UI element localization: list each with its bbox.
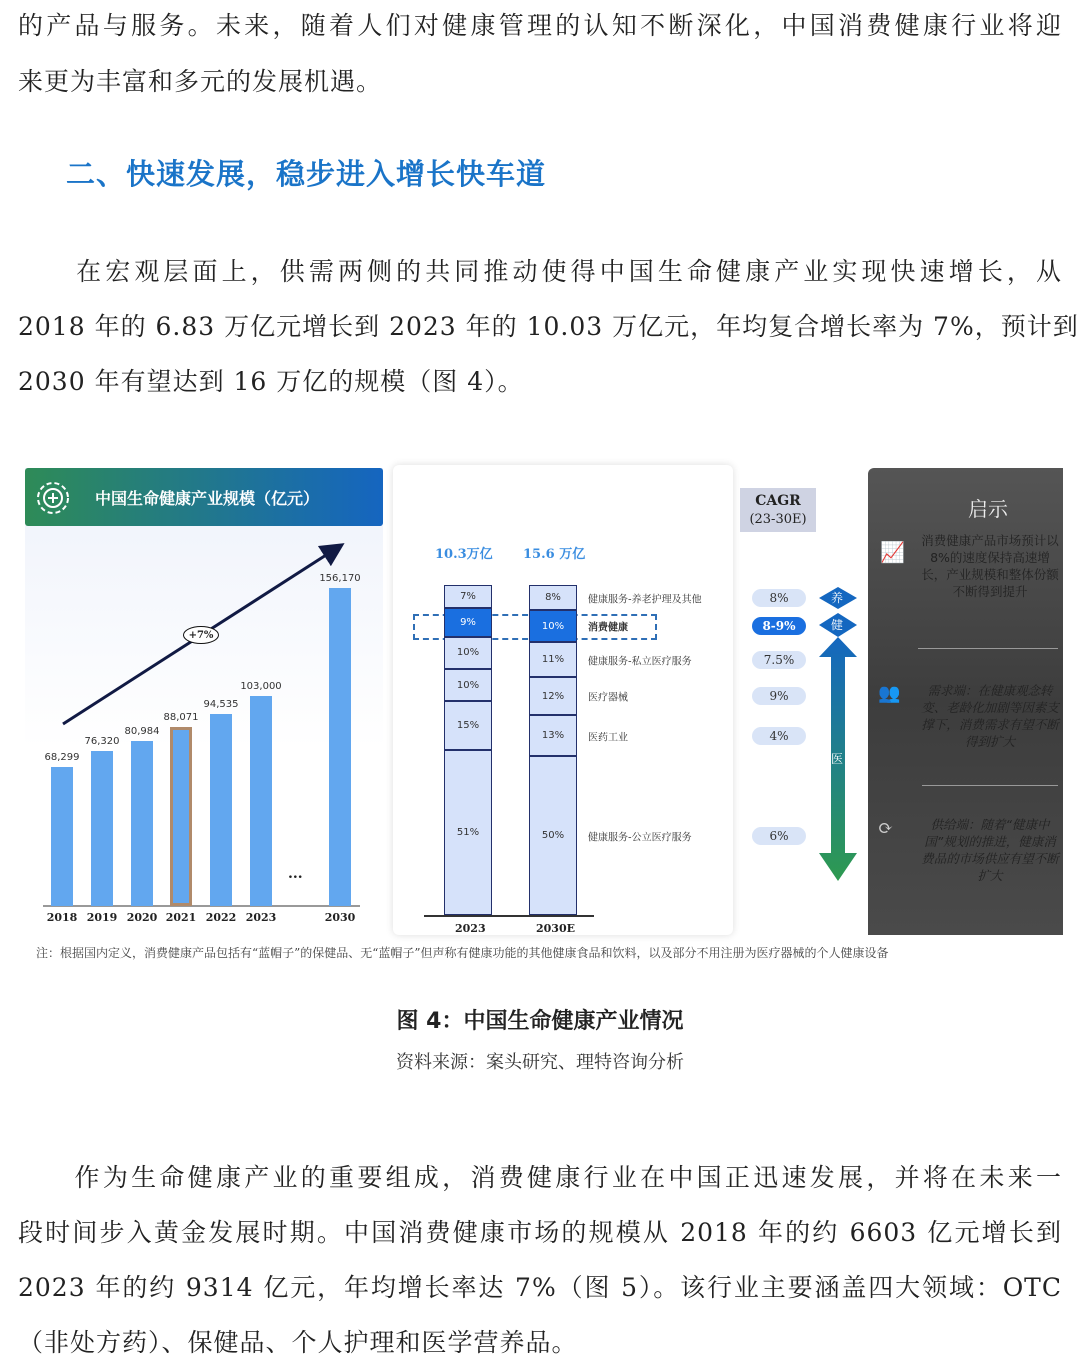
people-icon: 👥 <box>878 683 901 704</box>
value-label: 156,170 <box>319 573 361 584</box>
cagr-pill: 8% <box>752 589 806 607</box>
text-line: 2030 年有望达到 16 万亿的规模（图 4）。 <box>18 367 524 396</box>
text-line: （非处方药）、保健品、个人护理和医学营养品。 <box>18 1328 578 1357</box>
segment-2023: 9% <box>444 608 492 637</box>
segment-label: 医药工业 <box>588 732 628 744</box>
arrow-label: 健 <box>831 618 844 632</box>
segment-2030E: 12% <box>529 677 577 715</box>
year-label: 2018 <box>46 911 78 924</box>
cagr-pill: 6% <box>752 827 806 845</box>
insights-title: 启示 <box>968 497 1008 521</box>
value-label: 68,299 <box>44 751 80 763</box>
bar-2023 <box>250 696 272 906</box>
value-label: 80,984 <box>124 726 160 738</box>
arrow-label: 医 <box>831 752 844 766</box>
value-label: 94,535 <box>203 698 239 710</box>
year-label: 2019 <box>86 911 118 924</box>
growth-chart-icon: 📈 <box>880 540 905 564</box>
supply-cycle-icon: ⟳ <box>878 818 894 839</box>
bar-2030 <box>329 588 351 906</box>
segment-label: 消费健康 <box>588 622 628 634</box>
insight-text: 消费健康产品市场预计以8%的速度保持高速增长，产业规模和整体份额不断得到提升 <box>921 533 1059 599</box>
year-label: 2023 <box>245 911 277 924</box>
figure-note: 注：根据国内定义，消费健康产品包括有“蓝帽子”的保健品、无“蓝帽子”但声称有健康功能的其他健康食品和饮料，以及部分不用注册为医疗器械的个人健康设备 <box>36 946 889 960</box>
segment-label: 健康服务-养老护理及其他 <box>588 594 702 606</box>
segment-2030E: 50% <box>529 756 577 915</box>
segment-2030E: 8% <box>529 585 577 610</box>
cagr-pill: 8-9% <box>752 617 806 635</box>
year-label: 2021 <box>165 911 197 924</box>
text-line: 的产品与服务。未来，随着人们对健康管理的认知不断深化，中国消费健康行业将迎 <box>18 11 1062 40</box>
segment-2023: 10% <box>444 669 492 701</box>
cagr-pill: 9% <box>752 687 806 705</box>
axis <box>424 915 594 917</box>
segment-label: 健康服务-私立医疗服务 <box>588 656 692 668</box>
divider <box>918 648 1058 649</box>
insight-text: 供给端：随着“健康中国”规划的推进，健康消费品的市场供应有望不断扩大 <box>921 817 1059 883</box>
figure-source: 资料来源：案头研究、理特咨询分析 <box>396 1052 684 1073</box>
year-label: 2023 <box>455 922 486 935</box>
bar-2018 <box>51 767 73 906</box>
cagr-pill: 4% <box>752 727 806 745</box>
chart-title-text: 中国生命健康产业规模（亿元） <box>95 488 320 508</box>
cagr-badge: +7% <box>183 626 219 644</box>
value-label: 88,071 <box>163 711 199 723</box>
total-2023: 10.3万亿 <box>435 547 493 562</box>
total-2030: 15.6 万亿 <box>523 547 586 562</box>
text-line: 来更为丰富和多元的发展机遇。 <box>18 67 383 96</box>
segment-2023: 51% <box>444 750 492 915</box>
text-line: 在宏观层面上，供需两侧的共同推动使得中国生命健康产业实现快速增长，从 <box>18 257 1062 286</box>
cagr-title: CAGR <box>755 493 801 509</box>
text-line: 2018 年的 6.83 万亿元增长到 2023 年的 10.03 万亿元，年均复合增长率为 7%，预计到 <box>18 312 1079 341</box>
segment-2023: 7% <box>444 585 492 608</box>
segment-label: 医疗器械 <box>588 692 628 704</box>
bar-2020 <box>131 741 153 906</box>
text-line: 段时间步入黄金发展时期。中国消费健康市场的规模从 2018 年的约 6603 亿元增长到 <box>18 1218 1062 1247</box>
year-label: 2030 <box>324 911 356 924</box>
segment-label: 健康服务-公立医疗服务 <box>588 832 692 844</box>
value-label: 103,000 <box>240 681 282 693</box>
text-line: 作为生命健康产业的重要组成，消费健康行业在中国正迅速发展，并将在未来一 <box>18 1163 1062 1192</box>
cagr-header <box>740 488 816 532</box>
figure-caption: 图 4：中国生命健康产业情况 <box>396 1009 684 1034</box>
arrow-label: 养 <box>831 591 844 605</box>
cagr-pill: 7.5% <box>752 651 806 669</box>
bar-2019 <box>91 751 113 906</box>
year-label: 2030E <box>536 922 575 935</box>
value-label: 76,320 <box>84 735 120 747</box>
text-line: 2023 年的约 9314 亿元，年均增长率达 7%（图 5）。该行业主要涵盖四大领域：OTC <box>18 1273 1062 1302</box>
segment-2023: 15% <box>444 701 492 750</box>
insight-text: 需求端：在健康观念转变、老龄化加剧等因素支撑下，消费需求有望不断得到扩大 <box>921 683 1059 749</box>
bar-2022 <box>210 714 232 906</box>
segment-2030E: 10% <box>529 610 577 642</box>
segment-2030E: 11% <box>529 642 577 677</box>
year-label: 2022 <box>205 911 237 924</box>
ellipsis: ... <box>288 866 303 882</box>
segment-2023: 10% <box>444 637 492 669</box>
segment-2030E: 13% <box>529 715 577 756</box>
year-label: 2020 <box>126 911 158 924</box>
divider <box>922 785 1058 786</box>
cagr-period: (23-30E) <box>749 512 807 527</box>
section-heading: 二、快速发展，稳步进入增长快车道 <box>66 157 547 191</box>
bar-2021 <box>170 727 192 906</box>
